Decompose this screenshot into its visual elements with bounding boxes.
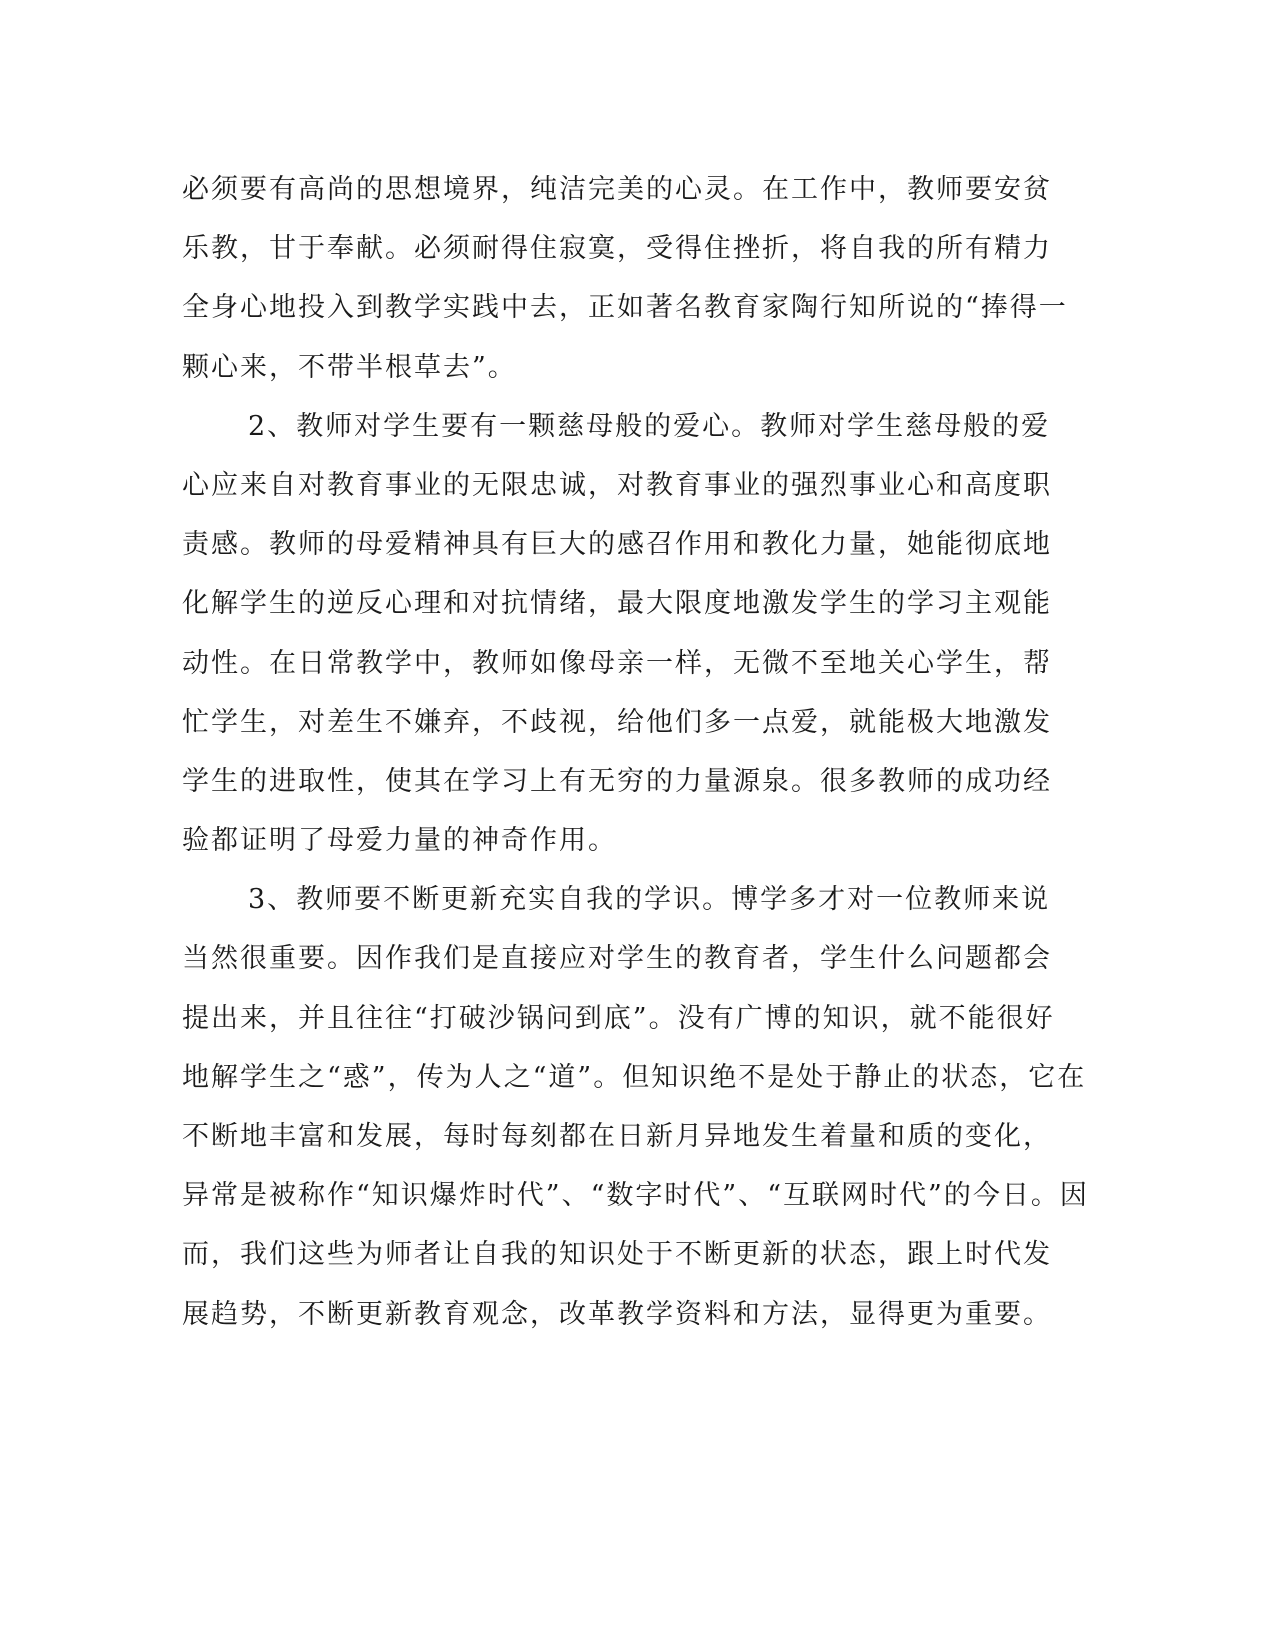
text-line: 验都证明了母爱力量的神奇作用。 (182, 825, 617, 857)
text-line: 而，我们这些为师者让自我的知识处于不断更新的状态，跟上时代发 (182, 1239, 1052, 1271)
text-line: 学生的进取性，使其在学习上有无穷的力量源泉。很多教师的成功经 (182, 765, 1052, 797)
text-line: 颗心来，不带半根草去”。 (182, 351, 517, 383)
text-line: 乐教，甘于奉献。必须耐得住寂寞，受得住挫折，将自我的所有精力 (182, 233, 1052, 265)
text-line: 提出来，并且往往“打破沙锅问到底”。没有广博的知识，就不能很好 (182, 1002, 1055, 1034)
paragraph-2-first-line: 2、教师对学生要有一颗慈母般的爱心。教师对学生慈母般的爱 (248, 410, 1051, 442)
text-line: 全身心地投入到教学实践中去，正如著名教育家陶行知所说的“捧得一 (182, 292, 1068, 324)
text-line: 化解学生的逆反心理和对抗情绪，最大限度地激发学生的学习主观能 (182, 588, 1052, 620)
body-text (182, 160, 1089, 1344)
text-line: 心应来自对教育事业的无限忠诚，对教育事业的强烈事业心和高度职 (182, 469, 1052, 501)
text-line: 展趋势，不断更新教育观念，改革教学资料和方法，显得更为重要。 (182, 1298, 1052, 1330)
text-line: 不断地丰富和发展，每时每刻都在日新月异地发生着量和质的变化， (182, 1121, 1052, 1152)
text-line: 动性。在日常教学中，教师如像母亲一样，无微不至地关心学生，帮 (182, 647, 1052, 679)
text-line: 异常是被称作“知识爆炸时代”、“数字时代”、“互联网时代”的今日。因 (182, 1180, 1089, 1212)
paragraph-3-first-line: 3、教师要不断更新充实自我的学识。博学多才对一位教师来说 (248, 884, 1051, 916)
text-line: 忙学生，对差生不嫌弃，不歧视，给他们多一点爱，就能极大地激发 (182, 706, 1052, 738)
text-line: 责感。教师的母爱精神具有巨大的感召作用和教化力量，她能彻底地 (182, 529, 1052, 561)
text-line: 当然很重要。因作我们是直接应对学生的教育者，学生什么问题都会 (182, 943, 1052, 975)
text-line: 地解学生之“惑”，传为人之“道”。但知识绝不是处于静止的状态，它在 (182, 1061, 1087, 1093)
text-line: 必须要有高尚的思想境界，纯洁完美的心灵。在工作中，教师要安贫 (182, 174, 1052, 205)
